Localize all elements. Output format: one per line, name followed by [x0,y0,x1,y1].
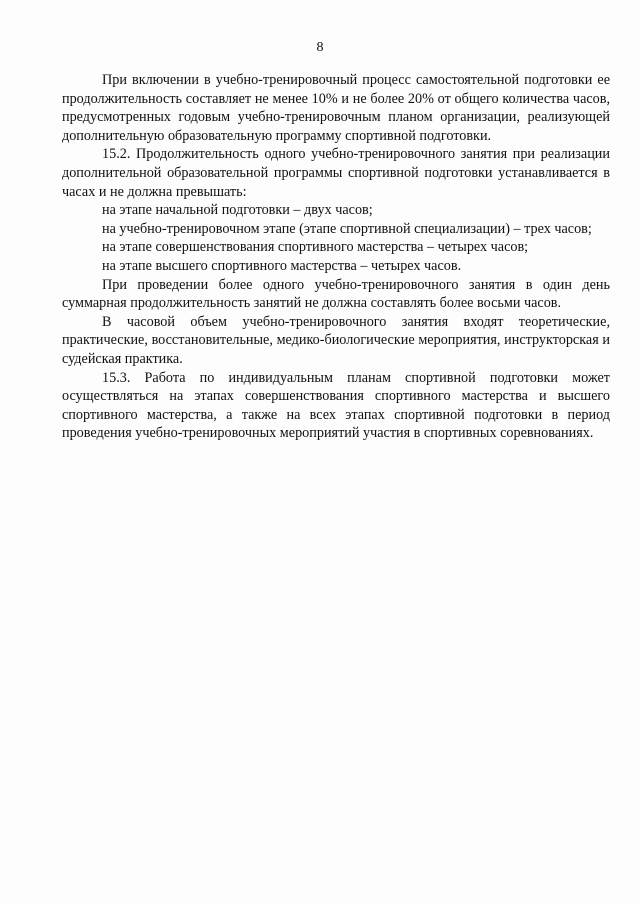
list-item-higher-mastery-stage: на этапе высшего спортивного мастерства – четырех часов. [102,257,462,274]
list-item-improvement-stage: на этапе совершенствования спортивного мастерства – четырех часов; [102,239,529,256]
paragraph-15-3-individual-plans: 15.3. Работа по индивидуальным планам спортивной подготовки может осуществляться на этапах совершенствования спортивного мастерства и высшего спортивного мастерства, а также на всех этапах спортивной подготовки в период проведения учебно-тренировочных мероприятий участия в спортивных соревнованиях. [62,369,610,442]
paragraph-multiple-sessions: При проведении более одного учебно-тренировочного занятия в один день суммарная продолжительность занятий не должна составлять более восьми часов. [62,276,610,312]
list-item-initial-stage: на этапе начальной подготовки – двух часов; [102,202,373,219]
list-item-training-stage: на учебно-тренировочном этапе (этапе спортивной специализации) – трех часов; [102,220,592,237]
paragraph-15-2-duration: 15.2. Продолжительность одного учебно-тренировочного занятия при реализации дополнительной образовательной программы спортивной подготовки устанавливается в часах и не должна превышать: [62,146,610,200]
paragraph-self-training: При включении в учебно-тренировочный процесс самостоятельной подготовки ее продолжительность составляет не менее 10% и не более 20% от общего количества часов, предусмотренных годовым учебно-тренировочным планом организации, реализующей дополнительную образовательную программу спортивной подготовки. [62,72,610,144]
page-number: 8 [316,40,324,55]
paragraph-session-content: В часовой объем учебно-тренировочного занятия входят теоретические, практические, восстановительные, медико-биологические мероприятия, инструкторская и судейская практика. [62,313,610,367]
document-body [62,71,610,443]
